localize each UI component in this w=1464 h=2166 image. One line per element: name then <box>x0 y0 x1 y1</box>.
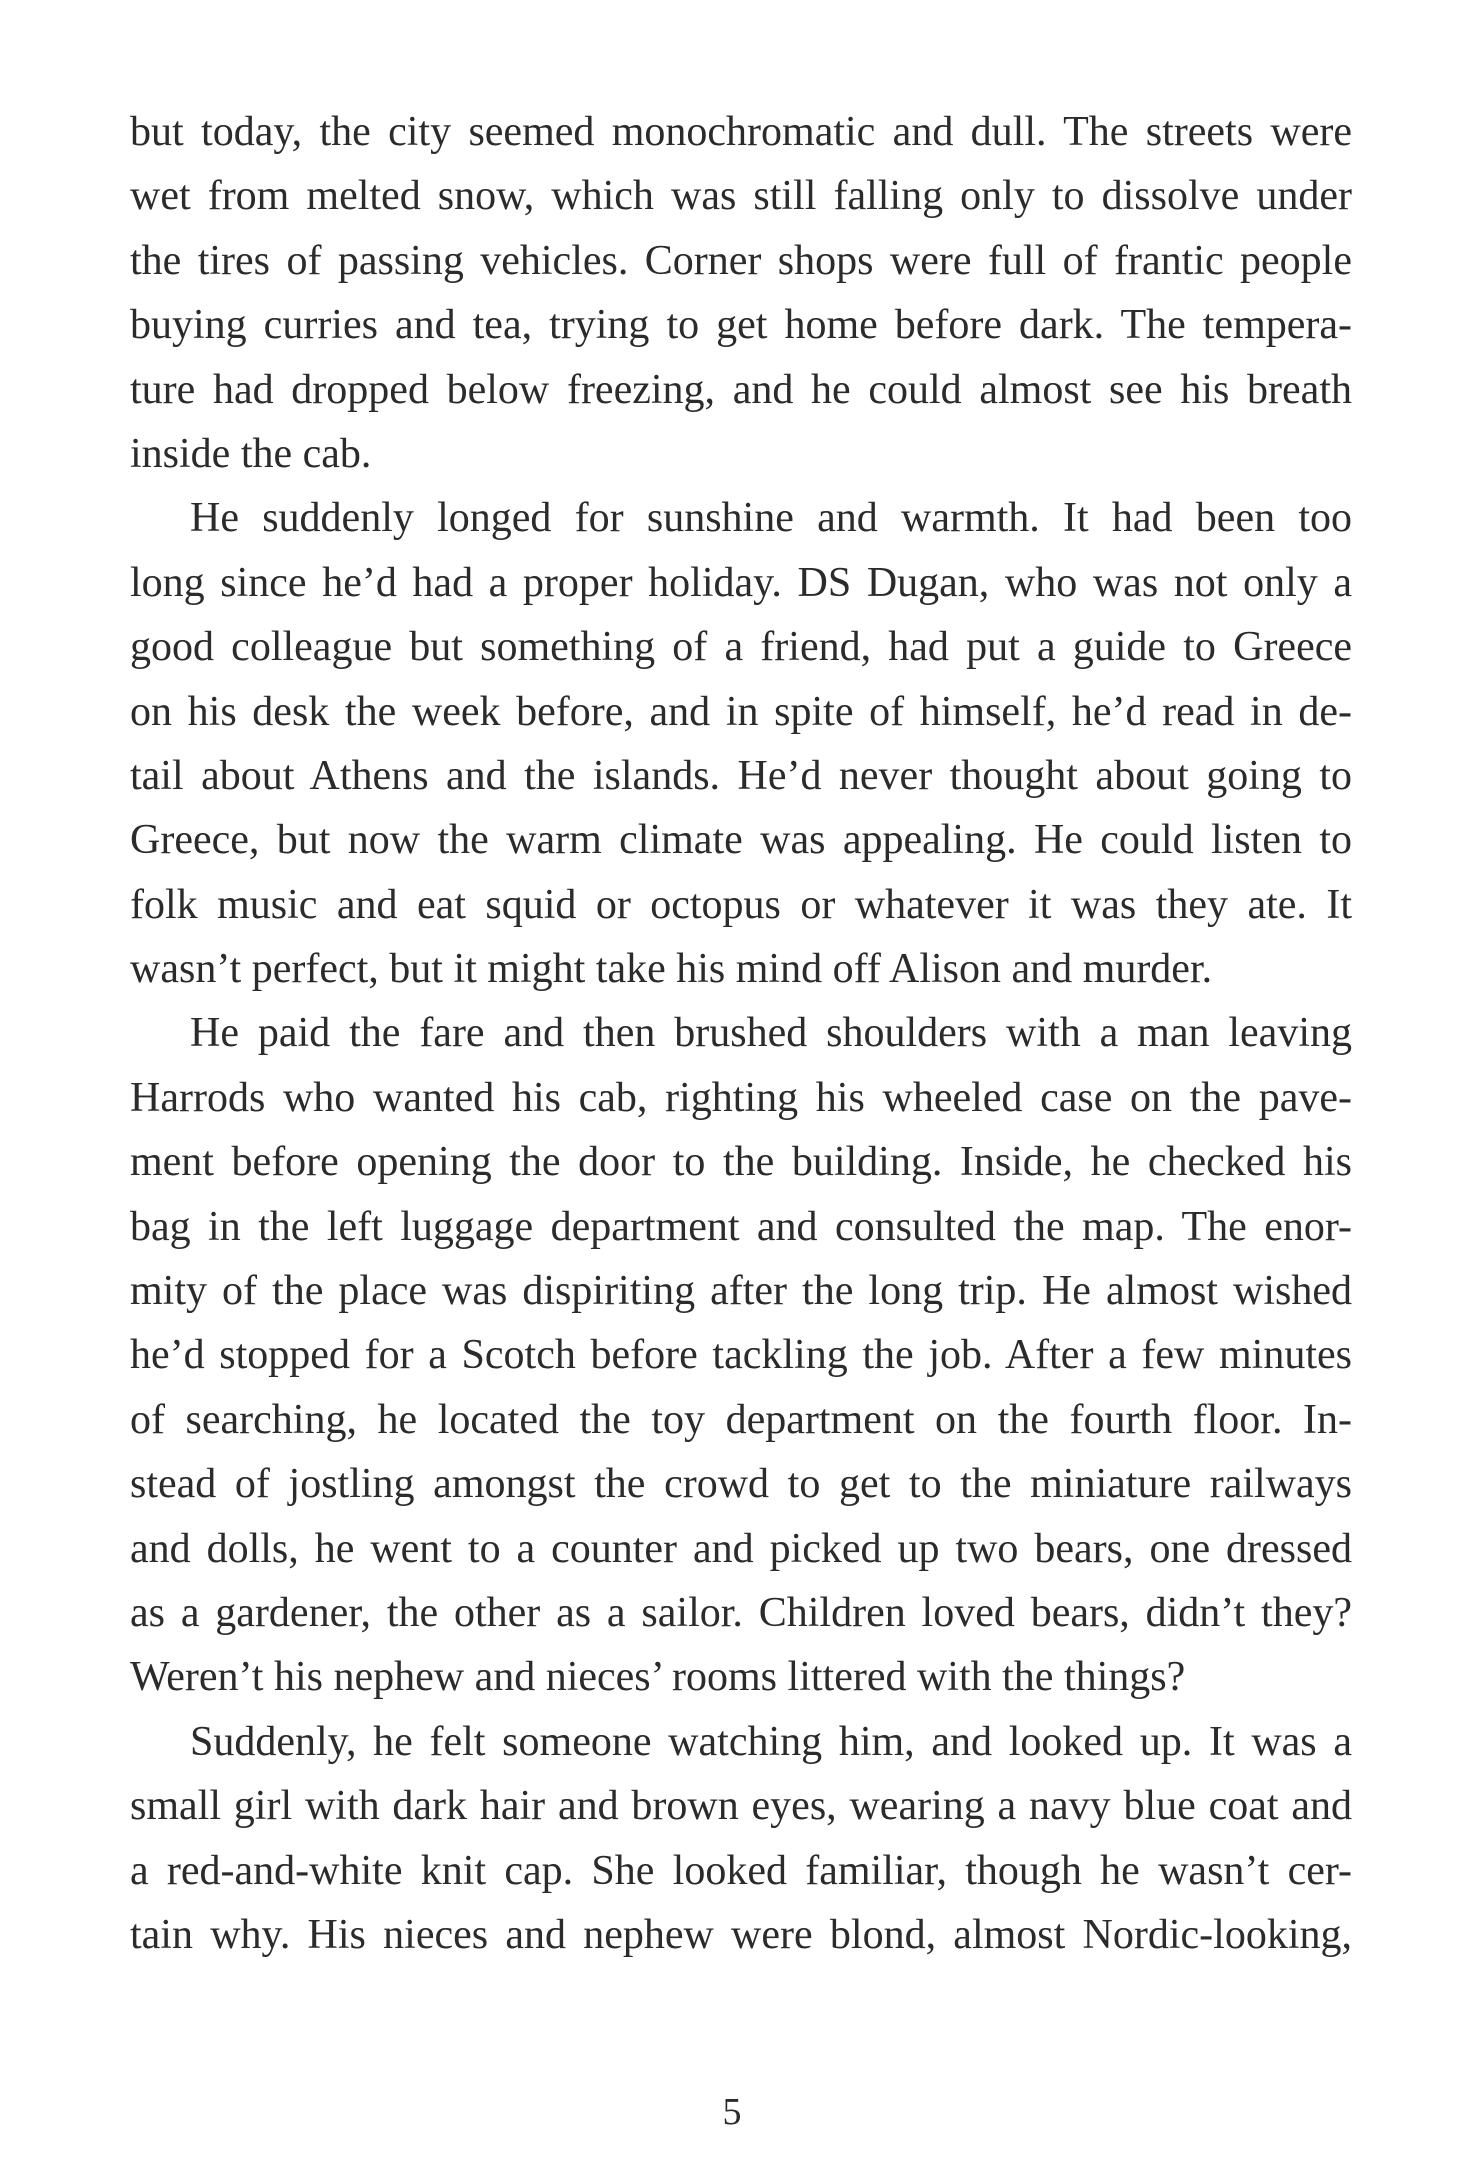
page-number: 5 <box>722 2091 742 2133</box>
text-line: bag in the left luggage department and consulted the map. The enor- <box>130 1203 1352 1250</box>
page-text <box>130 100 1352 1967</box>
text-line: He suddenly longed for sunshine and warmth. It had been too <box>190 495 1352 542</box>
text-line: tain why. His nieces and nephew were blond, almost Nordic-looking, <box>130 1911 1352 1958</box>
text-line: wet from melted snow, which was still falling only to dissolve under <box>130 173 1352 220</box>
text-line: on his desk the week before, and in spite of himself, he’d read in de- <box>130 688 1352 735</box>
text-line: inside the cab. <box>130 430 372 477</box>
text-line: buying curries and tea, trying to get home before dark. The tempera- <box>130 302 1352 349</box>
text-line: a red-and-white knit cap. She looked familiar, though he wasn’t cer- <box>130 1847 1352 1894</box>
text-line: the tires of passing vehicles. Corner shops were full of frantic people <box>130 237 1352 284</box>
text-line: folk music and eat squid or octopus or whatever it was they ate. It <box>130 881 1352 928</box>
text-line: ture had dropped below freezing, and he could almost see his breath <box>130 366 1352 413</box>
text-line: long since he’d had a proper holiday. DS Dugan, who was not only a <box>130 559 1352 606</box>
text-line: Greece, but now the warm climate was appealing. He could listen to <box>130 817 1352 864</box>
text-line: small girl with dark hair and brown eyes, wearing a navy blue coat and <box>130 1783 1352 1830</box>
text-line: tail about Athens and the islands. He’d never thought about going to <box>130 752 1352 799</box>
text-line: of searching, he located the toy department on the fourth floor. In- <box>130 1396 1352 1443</box>
text-line: he’d stopped for a Scotch before tackling the job. After a few minutes <box>130 1332 1352 1379</box>
text-line: stead of jostling amongst the crowd to get to the miniature railways <box>130 1461 1352 1508</box>
text-line: mity of the place was dispiriting after the long trip. He almost wished <box>130 1268 1352 1315</box>
text-line: but today, the city seemed monochromatic and dull. The streets were <box>130 109 1352 155</box>
text-line: and dolls, he went to a counter and picked up two bears, one dressed <box>130 1525 1352 1572</box>
text-line: ment before opening the door to the building. Inside, he checked his <box>130 1139 1352 1186</box>
text-line: Weren’t his nephew and nieces’ rooms littered with the things? <box>130 1654 1186 1701</box>
text-line: Harrods who wanted his cab, righting his wheeled case on the pave- <box>130 1074 1352 1121</box>
text-line: as a gardener, the other as a sailor. Children loved bears, didn’t they? <box>130 1589 1352 1636</box>
text-line: He paid the fare and then brushed shoulders with a man leaving <box>190 1010 1352 1057</box>
text-line: Suddenly, he felt someone watching him, and looked up. It was a <box>190 1718 1352 1765</box>
text-line: wasn’t perfect, but it might take his mind off Alison and murder. <box>130 946 1213 993</box>
text-line: good colleague but something of a friend, had put a guide to Greece <box>130 624 1352 671</box>
